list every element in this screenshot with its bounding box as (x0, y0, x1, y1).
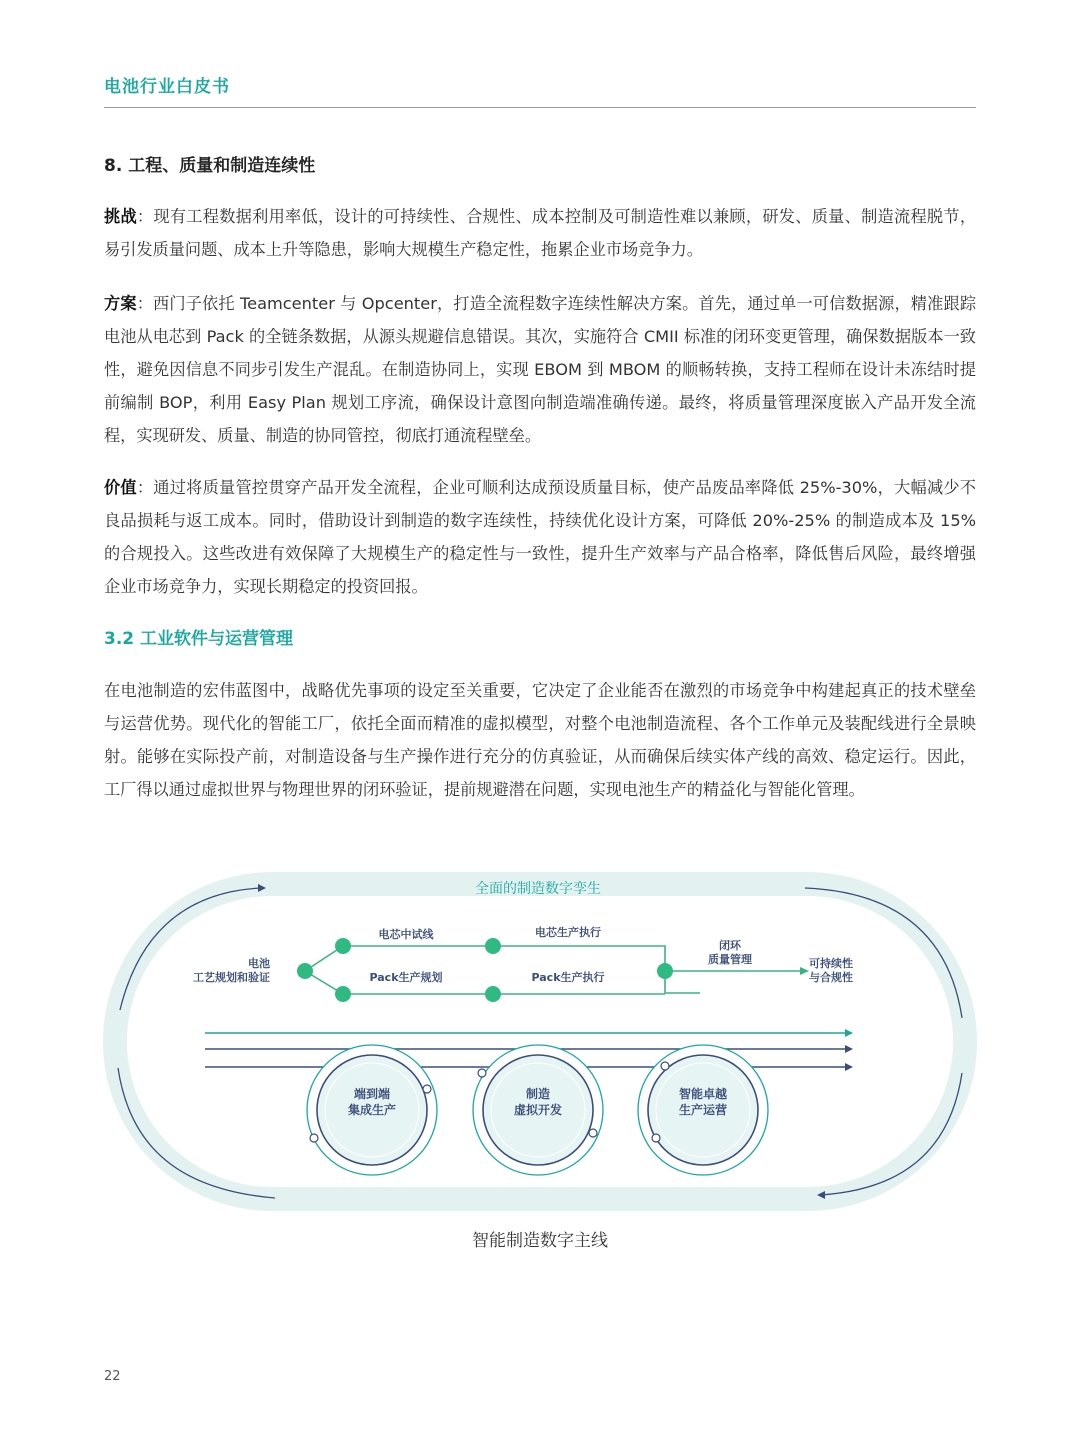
challenge-label: 挑战 (104, 207, 137, 226)
flow-node-pilot-line (335, 938, 351, 954)
label-cell-pilot-line: 电芯中试线 (378, 928, 434, 941)
solution-text: ：西门子依托 Teamcenter 与 Opcenter，打造全流程数字连续性解决方案。首先，通过单一可信数据源，精准跟踪电池从电芯到 Pack 的全链条数据，从源头规避信息错误。其次，实施符合 CMII 标准的闭环变更管理，确保数据版本一致性，避免因信息不同步引发生产混乱。在制造协同上，实现 EBOM 到 MBOM 的顺畅转换，支持工程师在设计未冻结时提前编制 BOP，利用 Easy Plan 规划工序流，确保设计意图向制造端准确传递。最终，将质量管理深度嵌入产品开发全流程，实现研发、质量、制造的协同管控，彻底打通流程壁垒。 (104, 294, 976, 445)
flow-node-quality-loop (657, 963, 673, 979)
capability-circle-production-operations (638, 1045, 768, 1175)
digital-thread-diagram (100, 868, 980, 1218)
label-quality-management: 质量管理 (708, 953, 752, 966)
label-process-planning: 工艺规划和验证 (193, 971, 270, 984)
label-sustainability: 可持续性 (809, 957, 853, 970)
flow-node-pack-execution (485, 986, 501, 1002)
flow-node-cell-execution (485, 938, 501, 954)
page-number: 22 (104, 1369, 121, 1384)
label-pack-planning: Pack生产规划 (369, 971, 443, 984)
capability-circle-integrated-production (307, 1045, 437, 1175)
flow-node-pack-planning (335, 986, 351, 1002)
solution-label: 方案 (104, 294, 137, 313)
capability-circle-virtual-development (473, 1045, 603, 1175)
document-header-title: 电池行业白皮书 (104, 77, 230, 97)
challenge-text: ：现有工程数据利用率低，设计的可持续性、合规性、成本控制及可制造性难以兼顾，研发、质量、制造流程脱节，易引发质量问题、成本上升等隐患，影响大规模生产稳定性，拖累企业市场竞争力。 (104, 207, 977, 259)
svg-text:制造: 制造 (525, 1087, 551, 1101)
svg-text:端到端: 端到端 (353, 1087, 391, 1101)
label-cell-execution: 电芯生产执行 (535, 926, 601, 939)
label-compliance: 与合规性 (809, 971, 853, 984)
intro-paragraph: 在电池制造的宏伟蓝图中，战略优先事项的设定至关重要，它决定了企业能否在激烈的市场竞争中构建起真正的技术壁垒与运营优势。现代化的智能工厂，依托全面而精准的虚拟模型，对整个电池制造流程、各个工作单元及装配线进行全景映射。能够在实际投产前，对制造设备与生产操作进行充分的仿真验证，从而确保后续实体产线的高效、稳定运行。因此，工厂得以通过虚拟世界与物理世界的闭环验证，提前规避潜在问题，实现电池生产的精益化与智能化管理。 (104, 681, 976, 799)
challenge-paragraph (104, 200, 976, 266)
svg-text:集成生产: 集成生产 (347, 1103, 397, 1117)
svg-text:智能卓越: 智能卓越 (678, 1087, 728, 1101)
flow-node-start (297, 963, 313, 979)
diagram-title: 全面的制造数字孪生 (475, 881, 601, 897)
value-text: ：通过将质量管控贯穿产品开发全流程，企业可顺利达成预设质量目标，使产品废品率降低 25%-30%，大幅减少不良品损耗与返工成本。同时，借助设计到制造的数字连续性，持续优化设计方案，可降低 20%-25% 的制造成本及 15% 的合规投入。这些改进有效保障了大规模生产的稳定性与一致性，提升生产效率与产品合格率，降低售后风险，最终增强企业市场竞争力，实现长期稳定的投资回报。 (104, 478, 976, 596)
svg-text:生产运营: 生产运营 (678, 1103, 728, 1117)
header-divider (104, 107, 976, 108)
figure-caption: 智能制造数字主线 (472, 1231, 608, 1251)
svg-text:虚拟开发: 虚拟开发 (513, 1103, 563, 1117)
solution-paragraph (104, 287, 976, 452)
label-pack-execution: Pack生产执行 (531, 971, 605, 984)
label-closed-loop: 闭环 (719, 939, 741, 952)
section-heading-3-2: 3.2 工业软件与运营管理 (104, 629, 294, 649)
section-heading-8: 8. 工程、质量和制造连续性 (104, 156, 316, 176)
value-label: 价值 (104, 478, 137, 497)
label-battery: 电池 (248, 957, 270, 970)
value-paragraph (104, 471, 976, 603)
